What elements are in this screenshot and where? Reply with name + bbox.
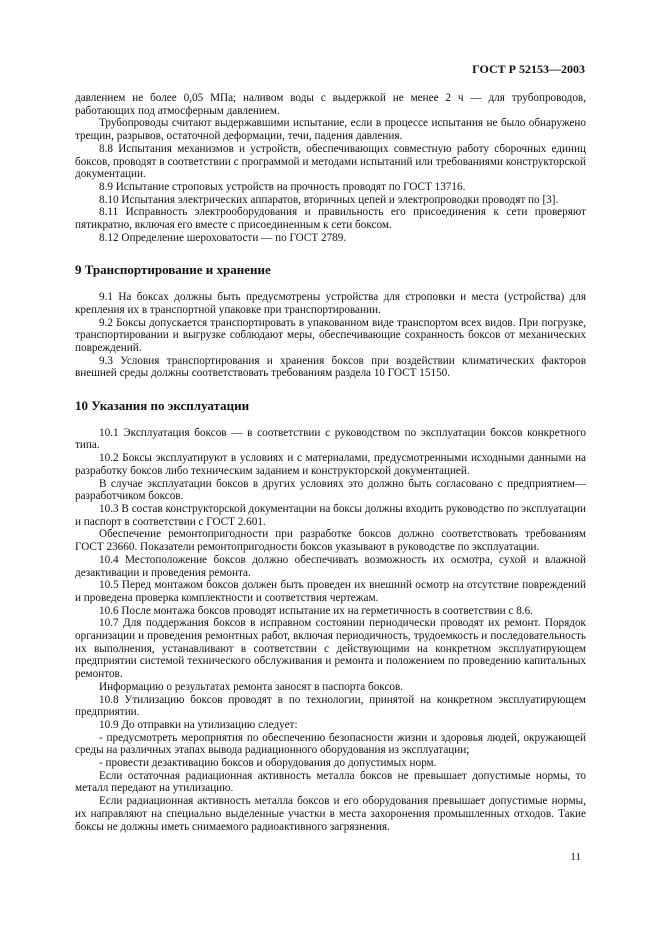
paragraph: Если радиационная активность металла боксов и его оборудования превышает допустимые нормы, их направляют на специально выделенные участки в места захоронения промышленных отходов. Такие боксы не должны иметь снимаемого радиоактивного загрязнения. (75, 795, 586, 833)
document-body (75, 92, 586, 833)
paragraph: 8.10 Испытания электрических аппаратов, вторичных цепей и электропроводки проводят по [3]. (99, 193, 559, 206)
list-item: - предусмотреть мероприятия по обеспечению безопасности жизни и здоровья людей, окружающей среды на различных этапах вывода радиационного оборудования из эксплуатации; (75, 731, 586, 757)
paragraph: 8.12 Определение шероховатости — по ГОСТ 2789. (99, 231, 347, 244)
paragraph: 10.6 После монтажа боксов проводят испытание их на герметичность в соответствии с 8.6. (99, 604, 533, 617)
paragraph: 10.1 Эксплуатация боксов — в соответствии с руководством по эксплуатации боксов конкретного типа. (75, 426, 586, 452)
page-number: 11 (570, 851, 581, 863)
paragraph: 10.8 Утилизацию боксов проводят в по технологии, принятой на конкретном эксплуатирующем предприятии. (75, 693, 586, 719)
document-id-header: ГОСТ Р 52153—2003 (472, 62, 585, 76)
paragraph: Информацию о результатах ремонта заносят в паспорта боксов. (99, 680, 404, 693)
paragraph: 8.8 Испытания механизмов и устройств, обеспечивающих совместную работу сборочных единиц боксов, проводят в соответствии с программой и методами испытаний или требованиями конструкторской документации. (75, 142, 586, 181)
paragraph: давлением не более 0,05 МПа; наливом воды с выдержкой не менее 2 ч — для трубопроводов, работающих под атмосферным давлением. (75, 92, 586, 117)
section-heading: 9 Транспортирование и хранение (75, 262, 271, 278)
paragraph: 10.2 Боксы эксплуатируют в условиях и с материалами, предусмотренными исходными данными на разработку боксов либо техническим заданием и конструкторской документацией. (75, 452, 586, 477)
paragraph: Если остаточная радиационная активность металла боксов не превышает допустимые нормы, то металл передают на утилизацию. (75, 769, 586, 795)
paragraph: 9.2 Боксы допускается транспортировать в упакованном виде транспортом всех видов. При погрузке, транспортировании и выгрузке соблюдают меры, обеспечивающие сохранность боксов от механических повреждений. (75, 316, 586, 354)
paragraph: 10.3 В состав конструкторской документации на боксы должны входить руководство по эксплуатации и паспорт в соответствии с ГОСТ 2.601. (75, 502, 586, 528)
paragraph: 8.11 Исправность электрооборудования и правильность его присоединения к сети проверяют пятикратно, включая его вместе с присоединенным к сети боксом. (75, 206, 586, 232)
paragraph: 10.7 Для поддержания боксов в исправном состоянии периодически проводят их ремонт. Порядок организации и проведения ремонтных работ, включая периодичность, трудоемкость и последовательность их выполнения, устанавливают в соответствии с действующими на конкретном эксплуатирующем предприятии системой технического обслуживания и ремонта и положением по проведению капитальных ремонтов. (75, 617, 586, 681)
paragraph: В случае эксплуатации боксов в других условиях это должно быть согласовано с предприятием—разработчиком боксов. (75, 477, 586, 503)
paragraph: Обеспечение ремонтопригодности при разработке боксов должно соответствовать требованиям ГОСТ 23660. Показатели ремонтопригодности боксов указывают в руководстве по эксплуатации. (75, 528, 586, 554)
paragraph: 10.5 Перед монтажом боксов должен быть проведен их внешний осмотр на отсутствие повреждений и проведена проверка комплектности и соответствия чертежам. (75, 579, 586, 604)
paragraph: 10.4 Местоположение боксов должно обеспечивать возможность их осмотра, сухой и влажной дезактивации и проведения ремонта. (75, 553, 586, 579)
paragraph: 9.3 Условия транспортирования и хранения боксов при воздействии климатических факторов внешней среды должны соответствовать требованиям раздела 10 ГОСТ 15150. (75, 354, 586, 380)
paragraph: Трубопроводы считают выдержавшими испытание, если в процессе испытания не было обнаружено трещин, разрывов, остаточной деформации, течи, падения давления. (75, 117, 586, 143)
paragraph: 10.9 До отправки на утилизацию следует: (99, 718, 298, 731)
list-item: - провести дезактивацию боксов и оборудования до допустимых норм. (99, 757, 437, 770)
paragraph: 9.1 На боксах должны быть предусмотрены устройства для строповки и места (устройства) для крепления их в транспортной упаковке при транспортировании. (75, 291, 586, 316)
paragraph: 8.9 Испытание строповых устройств на прочность проводят по ГОСТ 13716. (99, 180, 466, 193)
section-heading: 10 Указания по эксплуатации (75, 398, 250, 414)
